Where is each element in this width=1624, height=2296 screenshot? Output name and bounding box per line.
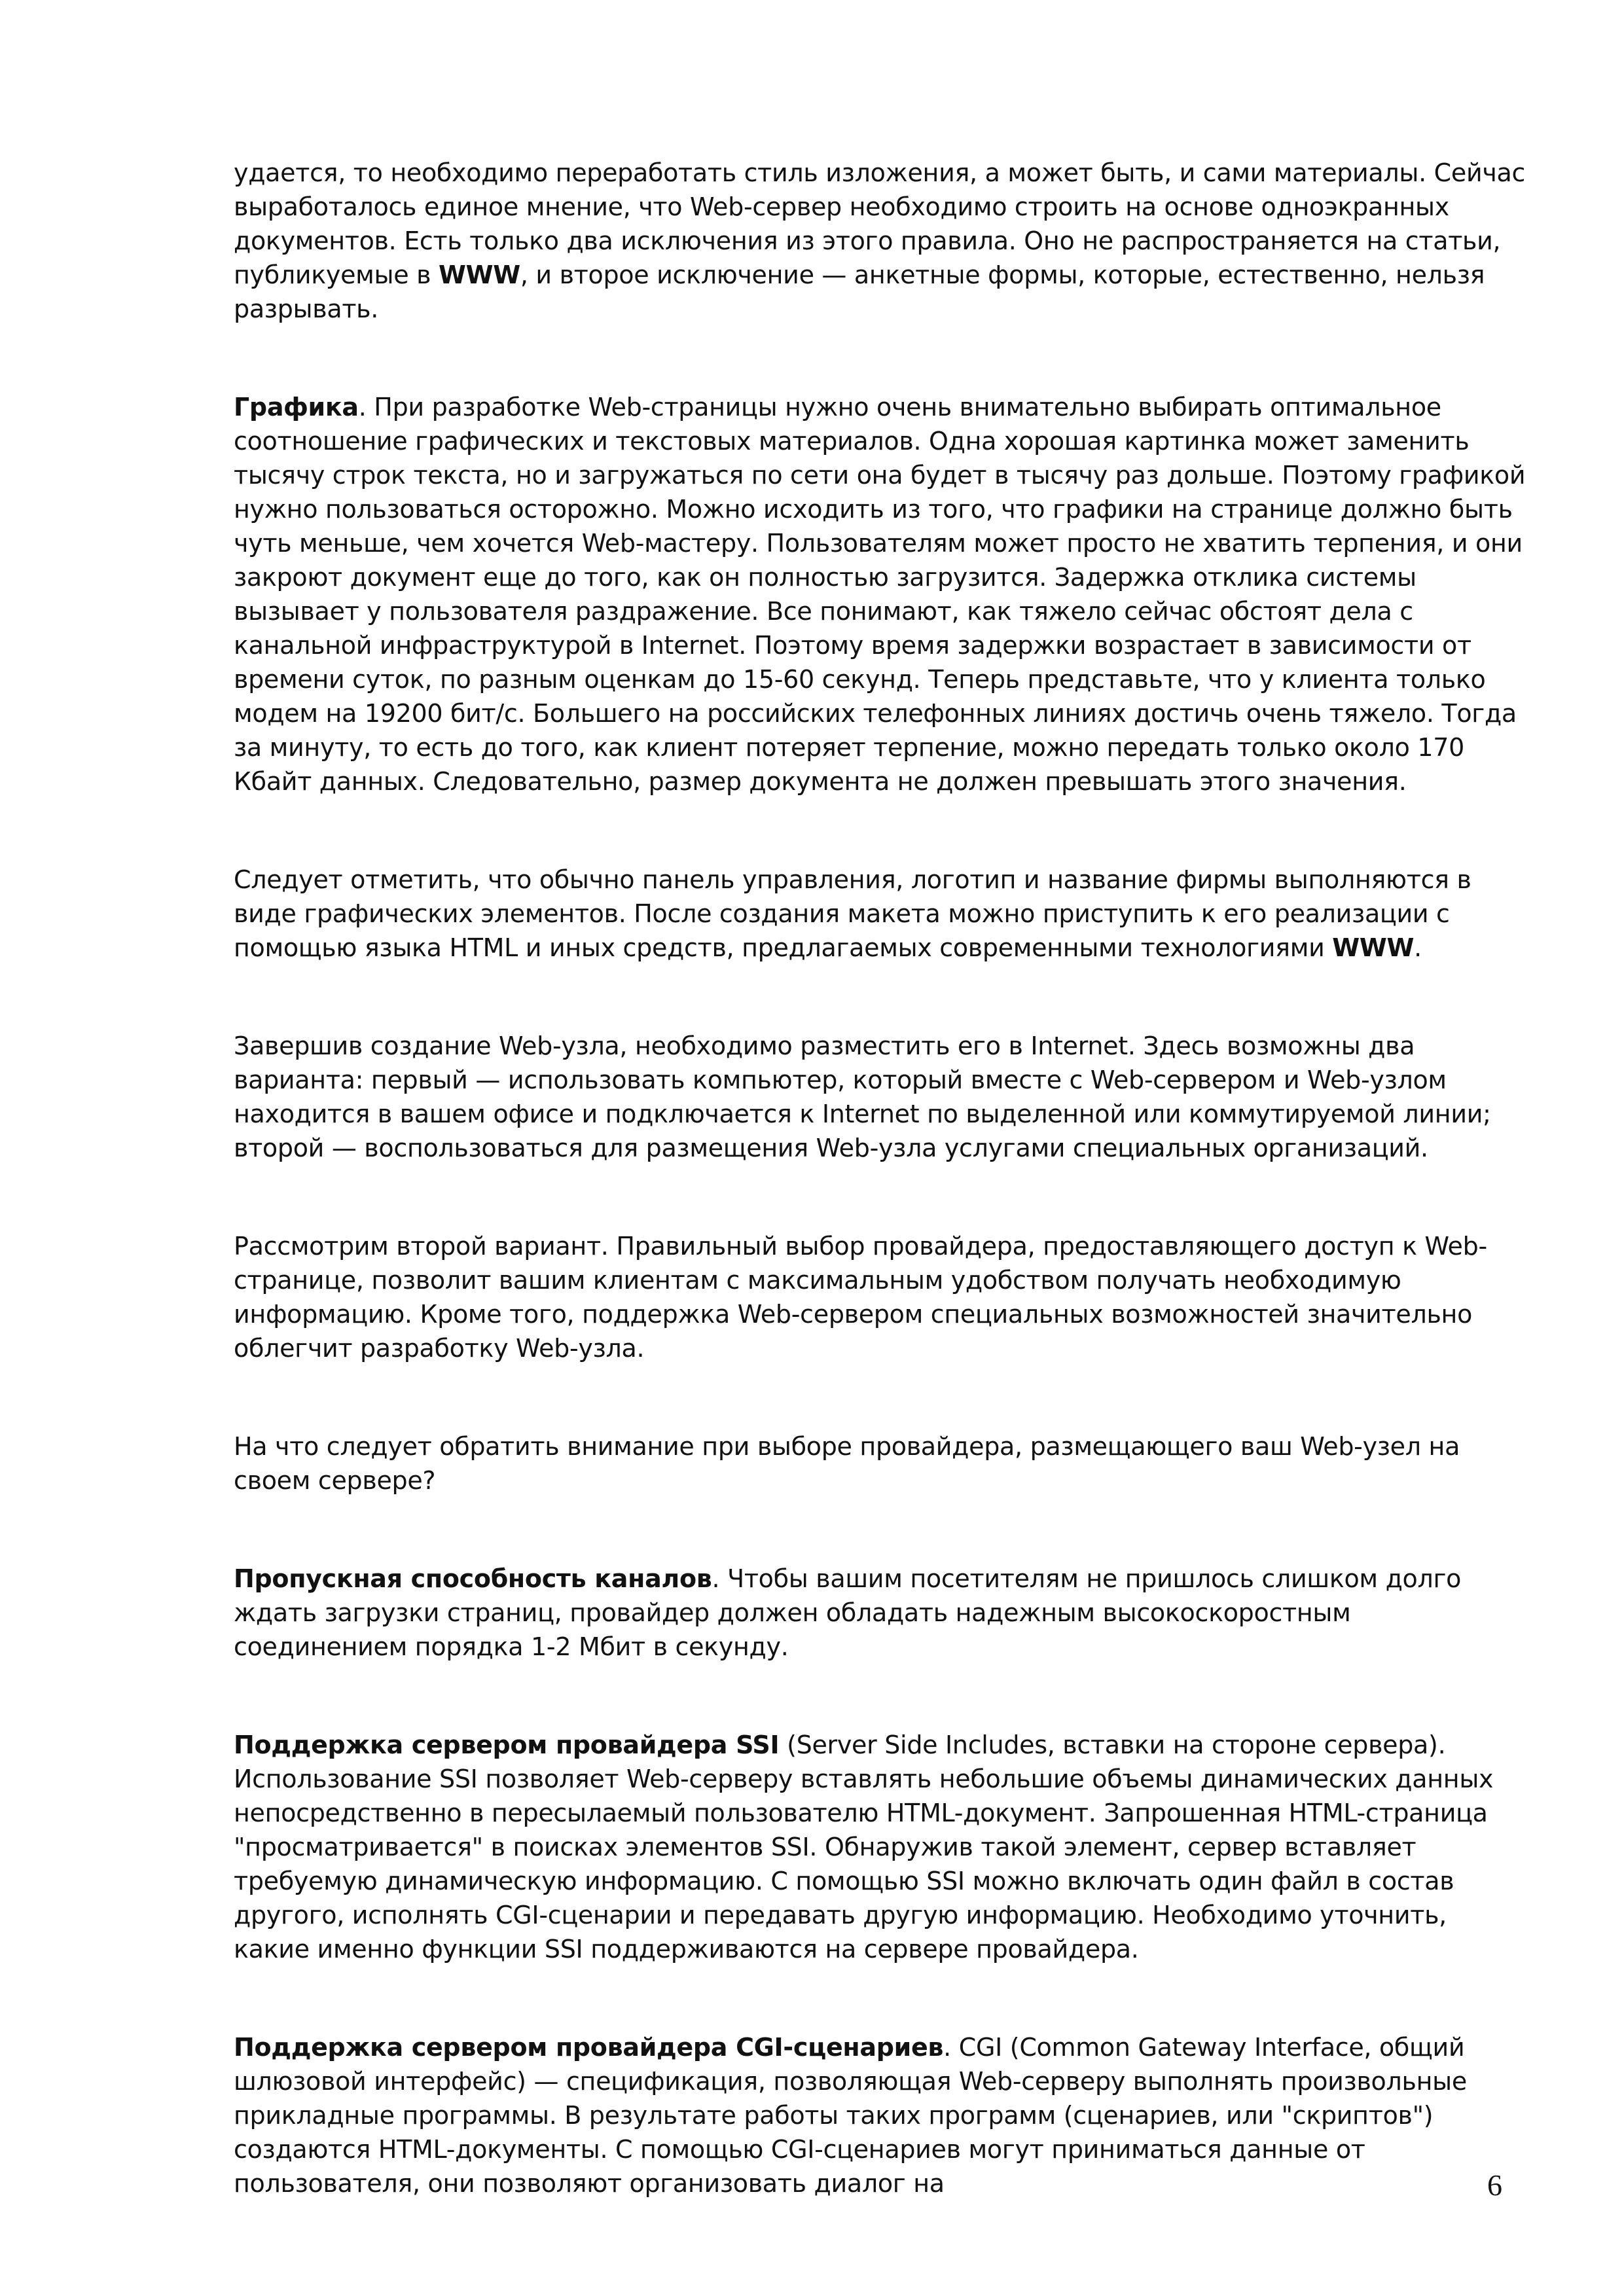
paragraph-hosting-options (234, 1029, 1526, 1165)
paragraph-graphic-elements (234, 863, 1526, 965)
paragraph-cgi (234, 2030, 1526, 2200)
paragraph-intro-continuation (234, 156, 1526, 326)
text-run: На что следует обратить внимание при выборе провайдера, размещающего ваш Web-узел на своем сервере? (234, 1432, 1460, 1495)
term-bandwidth: Пропускная способность каналов (234, 1564, 712, 1593)
paragraph-graphics (234, 390, 1526, 798)
page-number: 6 (1487, 2168, 1502, 2202)
text-run: . Чтобы вашим посетителям не пришлось слишком долго ждать загрузки страниц, провайдер должен обладать надежным высокоскоростным соединением порядка 1-2 Мбит в секунду. (234, 1564, 1462, 1661)
text-run: . (1414, 933, 1422, 962)
text-run: , и второе исключение — анкетные формы, которые, естественно, нельзя разрывать. (234, 260, 1485, 323)
text-run: . При разработке Web-страницы нужно очень внимательно выбирать оптимальное соотношение графических и текстовых материалов. Одна хорошая картинка может заменить тысячу строк текста, но и загружаться по сети она будет в тысячу раз дольше. Поэтому графикой нужно пользоваться осторожно. Можно исходить из того, что графики на странице должно быть чуть меньше, чем хочется Web-мастеру. Пользователям может просто не хватить терпения, и они закроют документ еще до того, как он полностью загрузится. Задержка отклика системы вызывает у пользователя раздражение. Все понимают, как тяжело сейчас обстоят дела с канальной инфраструктурой в Internet. Поэтому время задержки возрастает в зависимости от времени суток, по разным оценкам до 15-60 секунд. Теперь представьте, что у клиента только модем на 19200 бит/с. Большего на российских телефонных линиях достичь очень тяжело. Тогда за минуту, то есть до того, как клиент потеряет терпение, можно передать только около 170 Кбайт данных. Следовательно, размер документа не должен превышать этого значения. (234, 393, 1526, 796)
paragraph-bandwidth (234, 1562, 1526, 1664)
text-run: удается, то необходимо переработать стиль изложения, а может быть, и сами материалы. Сейчас выработалось единое мнение, что Web-сервер необходимо строить на основе одноэкранных документов. Есть только два исключения из этого правила. Оно не распространяется на статьи, публикуемые в (234, 158, 1526, 289)
document-page (234, 156, 1526, 2265)
text-run: Рассмотрим второй вариант. Правильный выбор провайдера, предоставляющего доступ к Web-странице, позволит вашим клиентам с максимальным удобством получать необходимую информацию. Кроме того, поддержка Web-сервером специальных возможностей значительно облегчит разработку Web-узла. (234, 1232, 1487, 1363)
text-run: (Server Side Includes, вставки на стороне сервера). Использование SSI позволяет Web-серверу вставлять небольшие объемы динамических данных непосредственно в пересылаемый пользователю HTML-документ. Запрошенная HTML-страница "просматривается" в поисках элементов SSI. Обнаружив такой элемент, сервер вставляет требуемую динамическую информацию. С помощью SSI можно включать один файл в состав другого, исполнять CGI-сценарии и передавать другую информацию. Необходимо уточнить, какие именно функции SSI поддерживаются на сервере провайдера. (234, 1731, 1494, 1964)
paragraph-ssi (234, 1728, 1526, 1966)
bold-run-www: WWW (1332, 933, 1415, 962)
text-run: . CGI (Common Gateway Interface, общий шлюзовой интерфейс) — спецификация, позволяющая Web-серверу выполнять произвольные прикладные программы. В результате работы таких программ (сценариев, или "скриптов") создаются HTML-документы. С помощью CGI-сценариев могут приниматься данные от пользователя, они позволяют организовать диалог на (234, 2033, 1467, 2198)
bold-run-www: WWW (438, 260, 520, 289)
term-graphics: Графика (234, 393, 359, 422)
term-cgi-support: Поддержка сервером провайдера CGI-сценариев (234, 2033, 944, 2062)
text-run: Завершив создание Web-узла, необходимо разместить его в Internet. Здесь возможны два варианта: первый — использовать компьютер, который вместе с Web-сервером и Web-узлом находится в вашем офисе и подключается к Internet по выделенной или коммутируемой линии; второй — воспользоваться для размещения Web-узла услугами специальных организаций. (234, 1031, 1491, 1162)
term-ssi-support: Поддержка сервером провайдера SSI (234, 1731, 780, 1759)
text-run: Следует отметить, что обычно панель управления, логотип и название фирмы выполняются в виде графических элементов. После создания макета можно приступить к его реализации с помощью языка HTML и иных средств, предлагаемых современными технологиями (234, 865, 1471, 962)
paragraph-question (234, 1429, 1526, 1498)
paragraph-provider-choice (234, 1229, 1526, 1365)
